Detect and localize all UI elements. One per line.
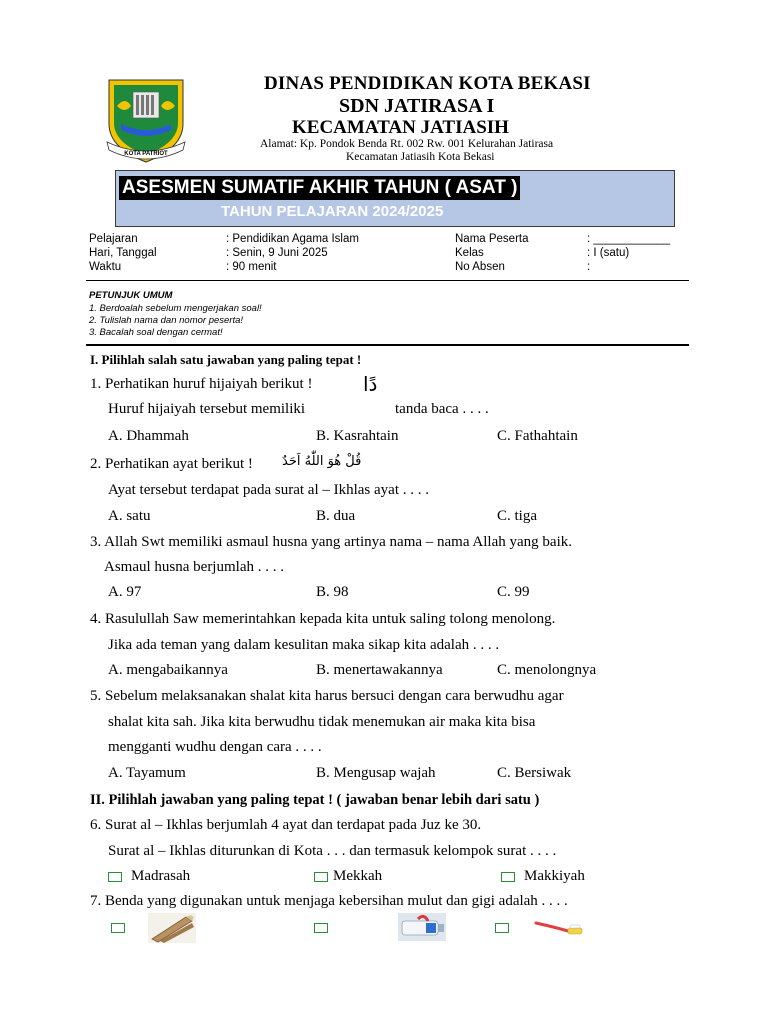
- option-2b[interactable]: B. dua: [316, 508, 356, 524]
- time-value: : 90 menit: [226, 261, 277, 273]
- option-4a[interactable]: A. mengabaikannya: [108, 662, 228, 678]
- class-label: Kelas: [455, 247, 484, 259]
- question-4-text: 4. Rasulullah Saw memerintahkan kepada kita untuk saling tolong menolong.: [90, 611, 556, 627]
- option-5b[interactable]: B. Mengusap wajah: [316, 765, 436, 781]
- kota-bekasi-logo: [103, 76, 189, 164]
- instruction-item: 1. Berdoalah sebelum mengerjakan soal!: [89, 303, 262, 314]
- question-2-arabic: قُلْ هُوَ اللّٰهُ اَحَدٌ: [282, 454, 362, 469]
- question-1-text: Huruf hijaiyah tersebut memiliki: [108, 401, 306, 417]
- header-district: KECAMATAN JATIASIH: [292, 117, 509, 138]
- instruction-item: 2. Tulislah nama dan nomor peserta!: [89, 315, 244, 326]
- header-school: SDN JATIRASA I: [339, 95, 495, 117]
- checkbox-6a[interactable]: [108, 872, 122, 882]
- option-1c[interactable]: C. Fathahtain: [497, 428, 578, 444]
- siwak-image: [148, 913, 196, 943]
- checkbox-6b[interactable]: [314, 872, 328, 882]
- option-2a[interactable]: A. satu: [108, 508, 151, 524]
- exam-year: TAHUN PELAJARAN 2024/2025: [221, 203, 444, 220]
- question-7-text: 7. Benda yang digunakan untuk menjaga kebersihan mulut dan gigi adalah . . . .: [90, 893, 568, 909]
- question-6-text: Surat al – Ikhlas diturunkan di Kota . . . dan termasuk kelompok surat . . . .: [108, 843, 557, 859]
- student-name-field[interactable]: : ____________: [587, 233, 671, 245]
- section-1-heading: I. Pilihlah salah satu jawaban yang paling tepat !: [90, 352, 362, 367]
- question-1-arabic: دًا: [363, 372, 378, 396]
- question-3-text: 3. Allah Swt memiliki asmaul husna yang artinya nama – nama Allah yang baik.: [90, 534, 572, 550]
- question-4-text: Jika ada teman yang dalam kesulitan maka sikap kita adalah . . . .: [108, 637, 500, 653]
- header-office: DINAS PENDIDIKAN KOTA BEKASI: [264, 73, 591, 94]
- option-5a[interactable]: A. Tayamum: [108, 765, 186, 781]
- subject-value: : Pendidikan Agama Islam: [226, 233, 359, 245]
- logo-text: KOTA PATRIOT: [124, 151, 168, 157]
- option-6a-label: Madrasah: [131, 868, 191, 884]
- toothpaste-image: [398, 913, 446, 941]
- instructions-heading: PETUNJUK UMUM: [89, 290, 173, 301]
- option-6b-label: Mekkah: [333, 868, 383, 884]
- absence-number-field[interactable]: :: [587, 261, 591, 273]
- option-2c[interactable]: C. tiga: [497, 508, 537, 524]
- question-2-text: 2. Perhatikan ayat berikut !: [90, 456, 253, 472]
- toothbrush-image: [534, 917, 586, 939]
- subject-label: Pelajaran: [89, 233, 138, 245]
- option-3a[interactable]: A. 97: [108, 584, 142, 600]
- checkbox-6c[interactable]: [501, 872, 515, 882]
- option-3b[interactable]: B. 98: [316, 584, 349, 600]
- date-value: : Senin, 9 Juni 2025: [226, 247, 328, 259]
- student-name-label: Nama Peserta: [455, 233, 529, 245]
- option-1a[interactable]: A. Dhammah: [108, 428, 189, 444]
- question-5-text: 5. Sebelum melaksanakan shalat kita harus bersuci dengan cara berwudhu agar: [90, 688, 564, 704]
- option-4c[interactable]: C. menolongnya: [497, 662, 597, 678]
- header-address-line1: Alamat: Kp. Pondok Benda Rt. 002 Rw. 001 Kelurahan Jatirasa: [260, 138, 554, 150]
- exam-title-box: [115, 170, 675, 227]
- question-1-text: tanda baca . . . .: [395, 401, 489, 417]
- question-3-text: Asmaul husna berjumlah . . . .: [104, 559, 284, 575]
- checkbox-7c[interactable]: [495, 923, 509, 933]
- question-6-text: 6. Surat al – Ikhlas berjumlah 4 ayat dan terdapat pada Juz ke 30.: [90, 817, 482, 833]
- option-4b[interactable]: B. menertawakannya: [316, 662, 443, 678]
- instruction-item: 3. Bacalah soal dengan cermat!: [89, 327, 223, 338]
- option-6c-label: Makkiyah: [524, 868, 585, 884]
- divider: [86, 344, 689, 346]
- option-1b[interactable]: B. Kasrahtain: [316, 428, 399, 444]
- header-address-line2: Kecamatan Jatiasih Kota Bekasi: [346, 151, 495, 163]
- checkbox-7b[interactable]: [314, 923, 328, 933]
- date-label: Hari, Tanggal: [89, 247, 157, 259]
- checkbox-7a[interactable]: [111, 923, 125, 933]
- option-5c[interactable]: C. Bersiwak: [497, 765, 572, 781]
- question-1-text: 1. Perhatikan huruf hijaiyah berikut !: [90, 376, 313, 392]
- class-value: : I (satu): [587, 247, 630, 259]
- divider: [86, 280, 689, 281]
- question-5-text: mengganti wudhu dengan cara . . . .: [108, 739, 322, 755]
- exam-title: ASESMEN SUMATIF AKHIR TAHUN ( ASAT ): [119, 176, 520, 200]
- section-2-heading: II. Pilihlah jawaban yang paling tepat ! ( jawaban benar lebih dari satu ): [90, 792, 540, 808]
- option-3c[interactable]: C. 99: [497, 584, 530, 600]
- question-5-text: shalat kita sah. Jika kita berwudhu tidak menemukan air maka kita bisa: [108, 714, 536, 730]
- time-label: Waktu: [89, 261, 122, 273]
- question-2-text: Ayat tersebut terdapat pada surat al – Ikhlas ayat . . . .: [108, 482, 430, 498]
- absence-number-label: No Absen: [455, 261, 505, 273]
